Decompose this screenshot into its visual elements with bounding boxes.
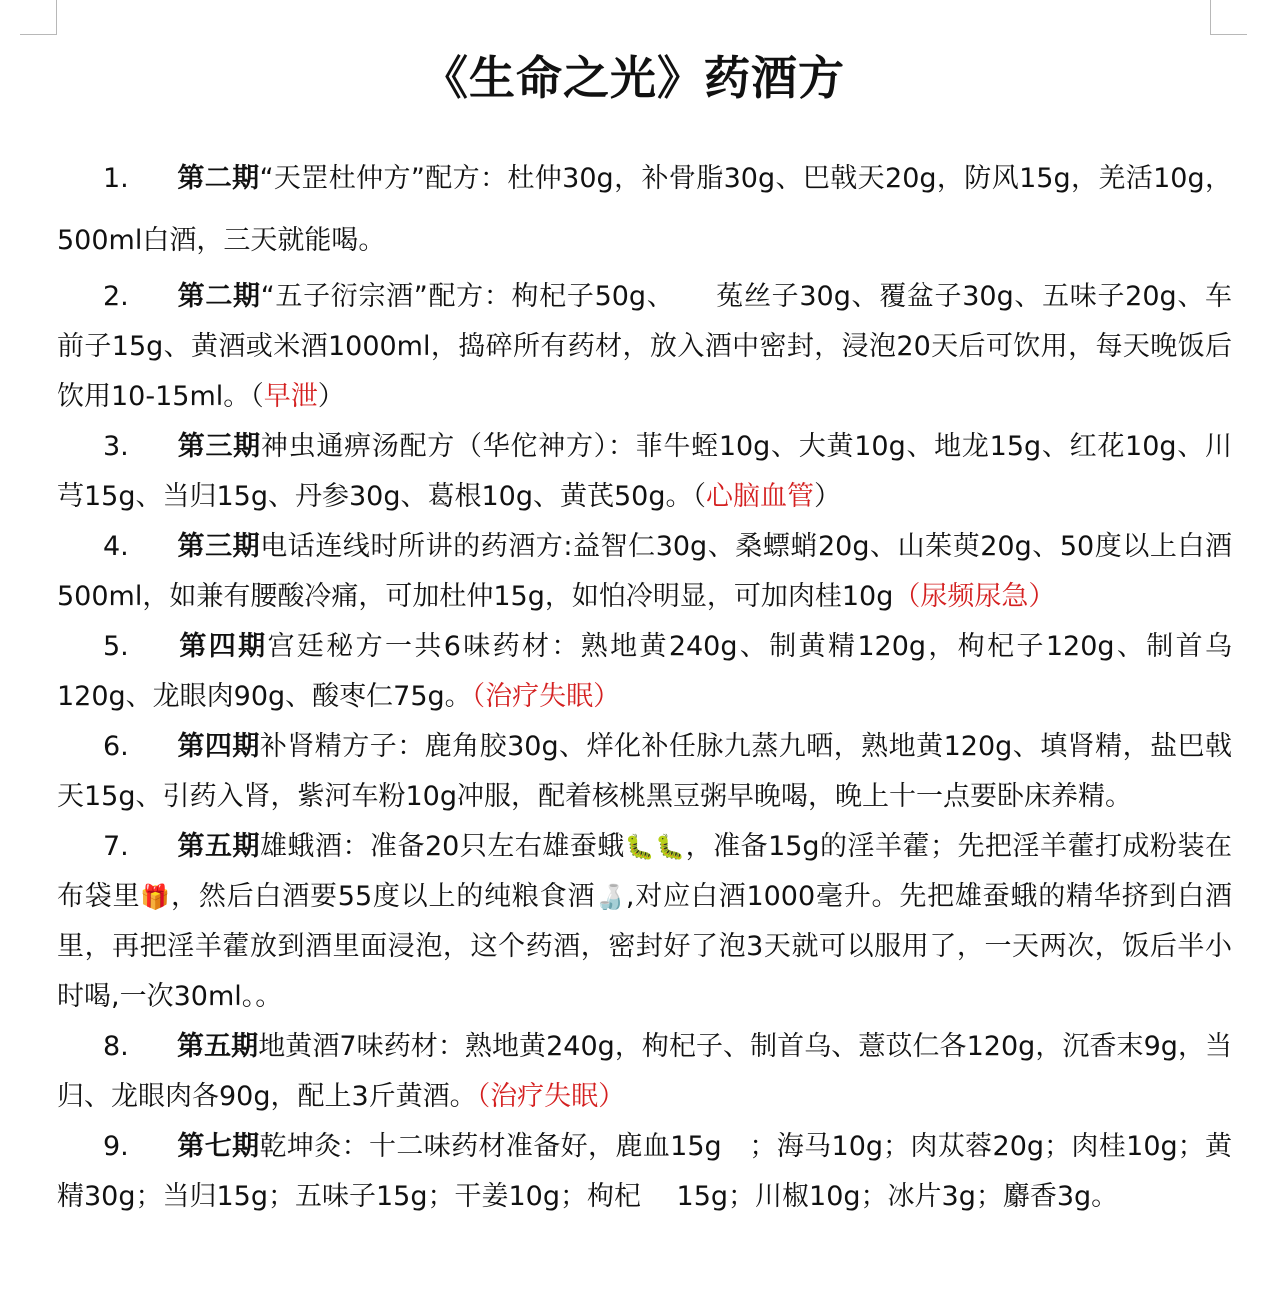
note-close: ） — [813, 481, 841, 512]
recipe-text: 电话连线时所讲的药酒方:益智仁30g、桑螵蛸20g、山茱萸20g、50度以上白酒500ml，如兼有腰酸冷痛，可加杜仲15g，如怕冷明显，可加肉桂10g — [57, 531, 1233, 612]
item-number: 1. — [103, 163, 129, 194]
recipe-item-4 — [57, 522, 1232, 622]
note-close: ） — [317, 381, 345, 412]
recipe-text: “五子衍宗酒”配方：枸杞子50g、 菟丝子30g、覆盆子30g、五味子20g、车前子15g、黄酒或米酒1000ml，捣碎所有药材，放入酒中密封，浸泡20天后可饮用，每天晚饭后饮用10-15ml。（ — [57, 281, 1232, 412]
recipe-text: ，然后白酒要55度以上的纯粮食酒 — [171, 881, 596, 912]
caterpillar-icon: 🐛🐛 — [624, 833, 686, 861]
recipe-item-5 — [57, 622, 1232, 722]
issue-label: 第二期 — [177, 281, 261, 312]
gift-icon: 🎁 — [140, 883, 172, 911]
recipe-text: 雄蛾酒：准备20只左右雄蚕蛾 — [260, 831, 625, 862]
recipe-item-9 — [57, 1122, 1232, 1222]
recipe-text: 地黄酒7味药材：熟地黄240g，枸杞子、制首乌、薏苡仁各120g，沉香末9g，当归、龙眼肉各90g，配上3斤黄酒。 — [57, 1031, 1233, 1112]
page-corner-mark-left — [20, 0, 57, 35]
issue-label: 第五期 — [177, 1031, 259, 1062]
effect-note: 早泄 — [263, 381, 318, 412]
item-number: 4. — [103, 531, 129, 562]
item-number: 5. — [103, 631, 129, 662]
issue-label: 第四期 — [177, 631, 268, 662]
issue-label: 第三期 — [177, 431, 261, 462]
recipe-item-6 — [57, 722, 1232, 822]
recipe-item-2 — [57, 272, 1232, 422]
issue-label: 第四期 — [177, 731, 260, 762]
issue-label: 第二期 — [177, 163, 260, 194]
item-number: 3. — [103, 431, 129, 462]
recipe-item-7 — [57, 822, 1232, 1022]
item-number: 9. — [103, 1131, 129, 1162]
recipe-text: ，准备15g的淫羊藿；先把淫羊藿打成粉装在布袋里 — [57, 831, 1233, 912]
issue-label: 第七期 — [177, 1131, 260, 1162]
recipe-list — [57, 148, 1232, 1222]
recipe-text: ,对应白酒1000毫升。先把雄蚕蛾的精华挤到白酒里，再把淫羊藿放到酒里面浸泡，这个药酒，密封好了泡3天就可以服用了，一天两次，饭后半小时喝,一次30ml。。 — [57, 881, 1232, 1012]
item-number: 8. — [103, 1031, 129, 1062]
issue-label: 第三期 — [177, 531, 261, 562]
recipe-text: 神虫通痹汤配方（华佗神方）：菲牛蛭10g、大黄10g、地龙15g、红花10g、川芎15g、当归15g、丹参30g、葛根10g、黄芪50g。（ — [57, 431, 1233, 512]
sake-bottle-icon: 🍶 — [595, 883, 626, 911]
recipe-item-8 — [57, 1022, 1232, 1122]
item-number: 7. — [103, 831, 129, 862]
effect-note: （治疗失眠） — [476, 1081, 626, 1112]
recipe-item-1 — [57, 148, 1232, 272]
recipe-text: 乾坤灸：十二味药材准备好，鹿血15g ；海马10g；肉苁蓉20g；肉桂10g；黄精30g；当归15g；五味子15g；干姜10g；枸杞 15g；川椒10g；冰片3g；麝香3g。 — [57, 1131, 1233, 1212]
effect-note: （治疗失眠） — [471, 681, 621, 712]
recipe-text: 补肾精方子：鹿角胶30g、烊化补任脉九蒸九晒，熟地黄120g、填肾精，盐巴戟天15g、引药入肾，紫河车粉10g冲服，配着核桃黑豆粥早晚喝，晚上十一点要卧床养精。 — [57, 731, 1233, 812]
document-title: 《生命之光》药酒方 — [422, 51, 845, 105]
issue-label: 第五期 — [177, 831, 260, 862]
item-number: 6. — [103, 731, 129, 762]
recipe-item-3 — [57, 422, 1232, 522]
page-corner-mark-right — [1210, 0, 1247, 35]
effect-note: （尿频尿急） — [893, 581, 1056, 612]
effect-note: 心脑血管 — [705, 481, 814, 512]
recipe-text: 宫廷秘方一共6味药材：熟地黄240g、制黄精120g，枸杞子120g、制首乌120g、龙眼肉90g、酸枣仁75g。 — [57, 631, 1233, 712]
recipe-text: “天罡杜仲方”配方：杜仲30g，补骨脂30g、巴戟天20g，防风15g，羌活10g，500ml白酒，三天就能喝。 — [57, 163, 1233, 256]
item-number: 2. — [103, 281, 129, 312]
